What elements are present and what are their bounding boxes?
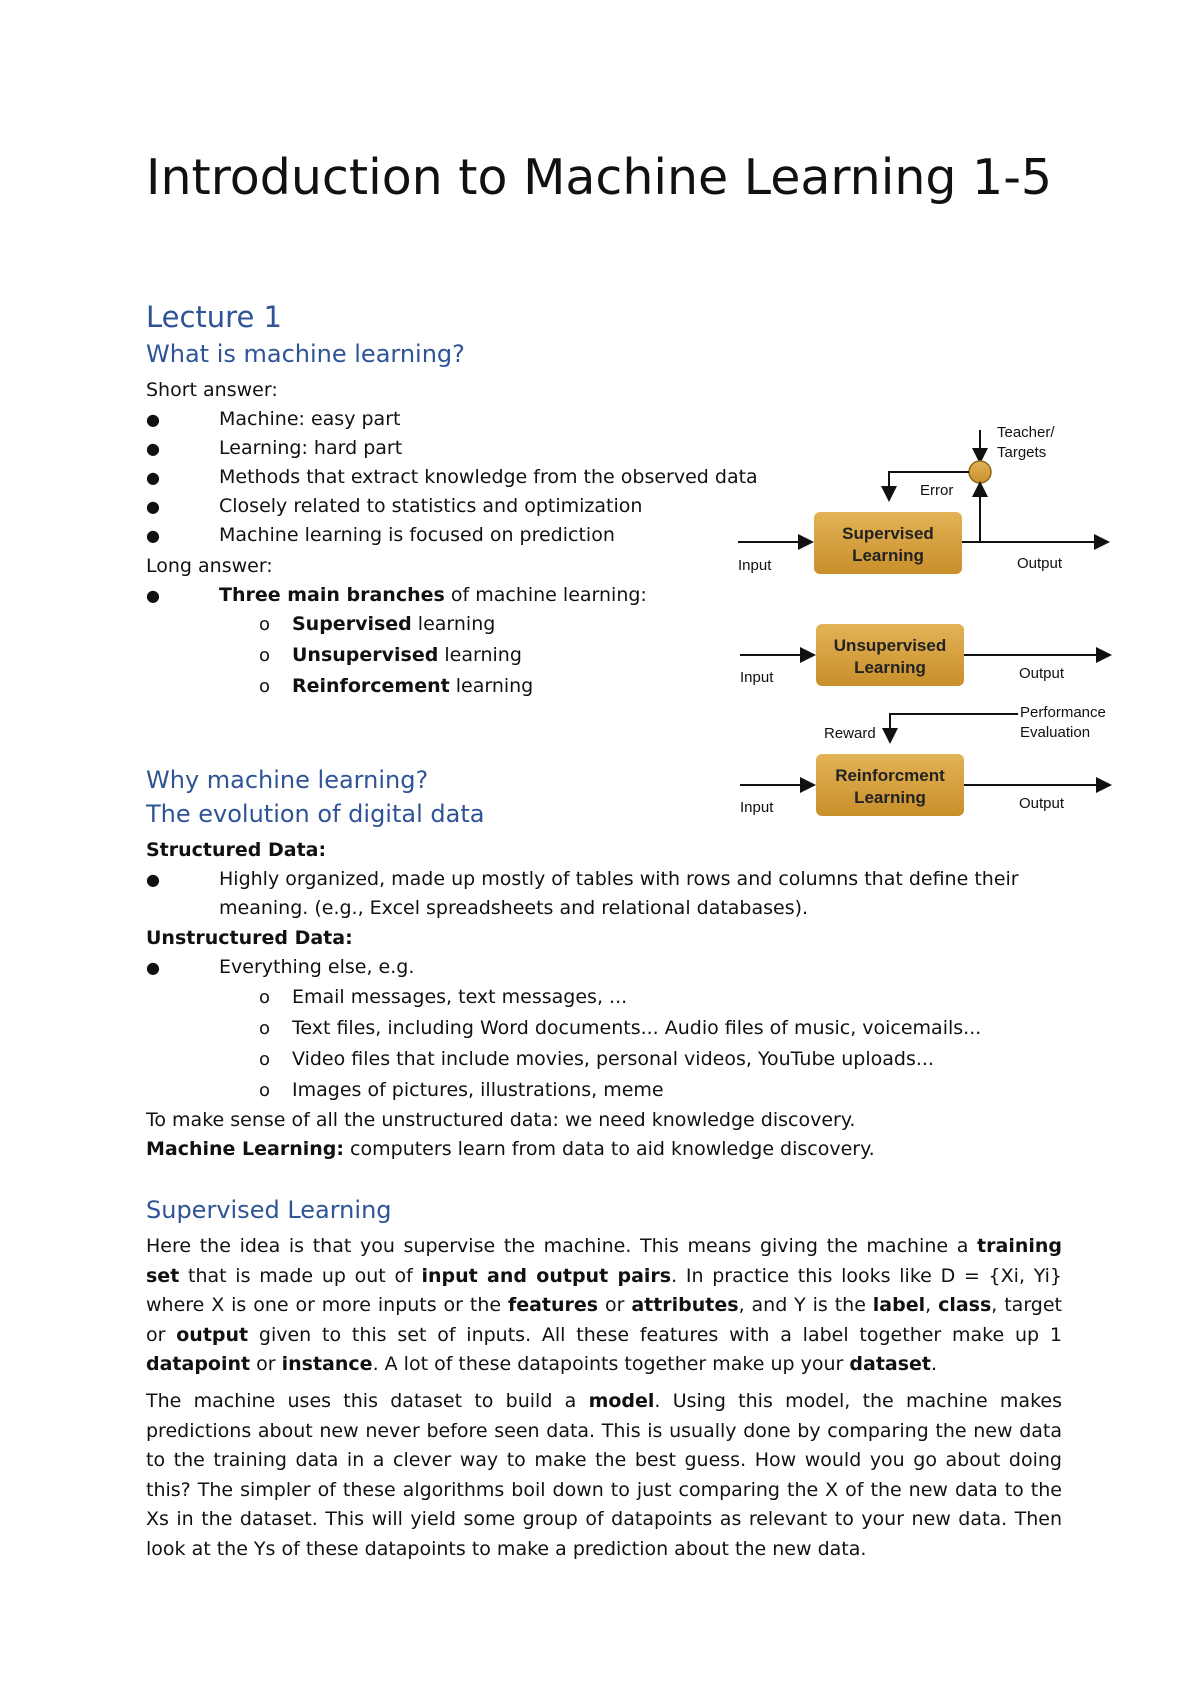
text-run: . In practice this looks like D = {Xi, Yi} where X is one or more inputs or the [146, 1264, 1062, 1316]
teacher-label: Teacher/ [997, 424, 1055, 441]
text-run: or [598, 1294, 632, 1316]
text-run: . A lot of these datapoints together make up your [372, 1353, 850, 1375]
output-label: Output [1019, 795, 1065, 812]
supervised-paragraph-1 [146, 1232, 1062, 1380]
bold-term: output [176, 1323, 249, 1346]
bullet-icon: ● [146, 870, 160, 889]
text-run: or [250, 1353, 282, 1375]
input-label: Input [738, 557, 772, 574]
ml-definition-text: Machine Learning: computers learn from data to aid knowledge discovery. [146, 1138, 875, 1160]
supervised-learning-heading: Supervised Learning [146, 1196, 392, 1224]
why-ml-heading: Why machine learning? [146, 766, 429, 794]
list-item: o Text files, including Word documents... Audio files of music, voicemails... [292, 1014, 981, 1043]
unsupervised-box-label-1: Unsupervised [833, 636, 947, 655]
bullet-icon: ● [146, 468, 160, 487]
learning-types-svg [720, 420, 1130, 840]
bold-term: attributes [631, 1294, 739, 1316]
lecture-heading: Lecture 1 [146, 300, 282, 334]
text-run: Here the idea is that you supervise the machine. This means giving the machine a [146, 1235, 978, 1257]
list-item: o Unsupervised learning [292, 641, 522, 670]
text-run: given to this set of inputs. All these features with a label together make up 1 [248, 1323, 1062, 1346]
text-run: , and Y is the [738, 1294, 873, 1316]
text-run: The machine uses this dataset to build a [146, 1390, 589, 1412]
bold-term: instance [281, 1353, 373, 1375]
list-item: o Supervised learning [292, 610, 495, 639]
sub-bullet-icon: o [259, 645, 271, 666]
comparator-node [969, 461, 991, 483]
bold-term: datapoint [146, 1353, 251, 1375]
list-item: ● Machine: easy part [219, 405, 400, 434]
input-label: Input [740, 799, 774, 816]
list-item: o Video files that include movies, personal videos, YouTube uploads... [292, 1045, 934, 1074]
list-item: ● Highly organized, made up mostly of tables with rows and columns that define their meaning. (e.g., Excel spreadsheets and relational databases). [219, 865, 1062, 923]
reinforcement-box-label-1: Reinforcment [835, 766, 945, 785]
bold-term: training set [146, 1235, 1062, 1287]
text-run: . Using this model, the machine makes predictions about new never before seen data. This is usually done by comparing the new data to the training data in a clever way to make the best guess. How would you go about doing this? The simpler of these algorithms boil down to just comparing the X of the new data to the Xs in the dataset. This will yield some group of datapoints as relevant to your new data. Then look at the Ys of these datapoints to make a prediction about the new data. [146, 1390, 1062, 1560]
bold-term: model [588, 1390, 655, 1412]
sub-bullet-icon: o [259, 1049, 271, 1070]
sub-bullet-icon: o [259, 614, 271, 635]
list-item: ● Methods that extract knowledge from the observed data [219, 463, 758, 492]
output-label: Output [1019, 665, 1065, 682]
supervised-paragraph-2 [146, 1387, 1062, 1564]
learning-types-diagram [720, 420, 1130, 840]
structured-data-label: Structured Data: [146, 839, 327, 861]
text-run: , target or [146, 1294, 1062, 1346]
output-label: Output [1017, 555, 1063, 572]
evolution-heading: The evolution of digital data [146, 800, 485, 828]
text-run: that is made up out of [179, 1264, 422, 1287]
bullet-icon: ● [146, 958, 160, 977]
what-is-ml-heading: What is machine learning? [146, 340, 465, 368]
bullet-icon: ● [146, 586, 160, 605]
bullet-icon: ● [146, 497, 160, 516]
bullet-icon: ● [146, 439, 160, 458]
sub-bullet-icon: o [259, 987, 271, 1008]
targets-label: Targets [997, 444, 1047, 461]
bullet-icon: ● [146, 410, 160, 429]
sub-bullet-icon: o [259, 1080, 271, 1101]
bold-term: dataset [849, 1353, 931, 1375]
text-run: , [925, 1294, 939, 1316]
input-label: Input [740, 669, 774, 686]
reward-arrow [890, 714, 1018, 742]
unstructured-data-label: Unstructured Data: [146, 927, 353, 949]
knowledge-discovery-text: To make sense of all the unstructured data: we need knowledge discovery. [146, 1109, 856, 1131]
bold-term: input and output pairs [421, 1264, 672, 1287]
unsupervised-box-label-2: Learning [854, 658, 926, 677]
list-item: o Email messages, text messages, ... [292, 983, 627, 1012]
supervised-box-label-1: Supervised [842, 524, 934, 543]
list-item: o Reinforcement learning [292, 672, 533, 701]
sub-bullet-icon: o [259, 676, 271, 697]
bold-term: label [872, 1294, 926, 1316]
list-item: ● Learning: hard part [219, 434, 402, 463]
reward-label: Reward [824, 725, 876, 742]
text-run: . [931, 1353, 938, 1375]
performance-label-1: Performance [1020, 704, 1106, 721]
list-item: o Images of pictures, illustrations, meme [292, 1076, 664, 1105]
performance-label-2: Evaluation [1020, 724, 1091, 741]
list-item: ● Closely related to statistics and optimization [219, 492, 642, 521]
bullet-icon: ● [146, 526, 160, 545]
supervised-box-label-2: Learning [852, 546, 924, 565]
sub-bullet-icon: o [259, 1018, 271, 1039]
list-item: ● Three main branches of machine learning: [219, 581, 647, 610]
list-item: ● Machine learning is focused on prediction [219, 521, 615, 550]
error-label: Error [920, 482, 954, 499]
short-answer-label: Short answer: [146, 379, 278, 401]
list-item: ● Everything else, e.g. [219, 953, 414, 982]
long-answer-label: Long answer: [146, 555, 273, 577]
reinforcement-box-label-2: Learning [854, 788, 926, 807]
bold-term: class [938, 1294, 992, 1316]
document-title: Introduction to Machine Learning 1-5 [146, 149, 1053, 206]
bold-term: features [507, 1294, 599, 1316]
